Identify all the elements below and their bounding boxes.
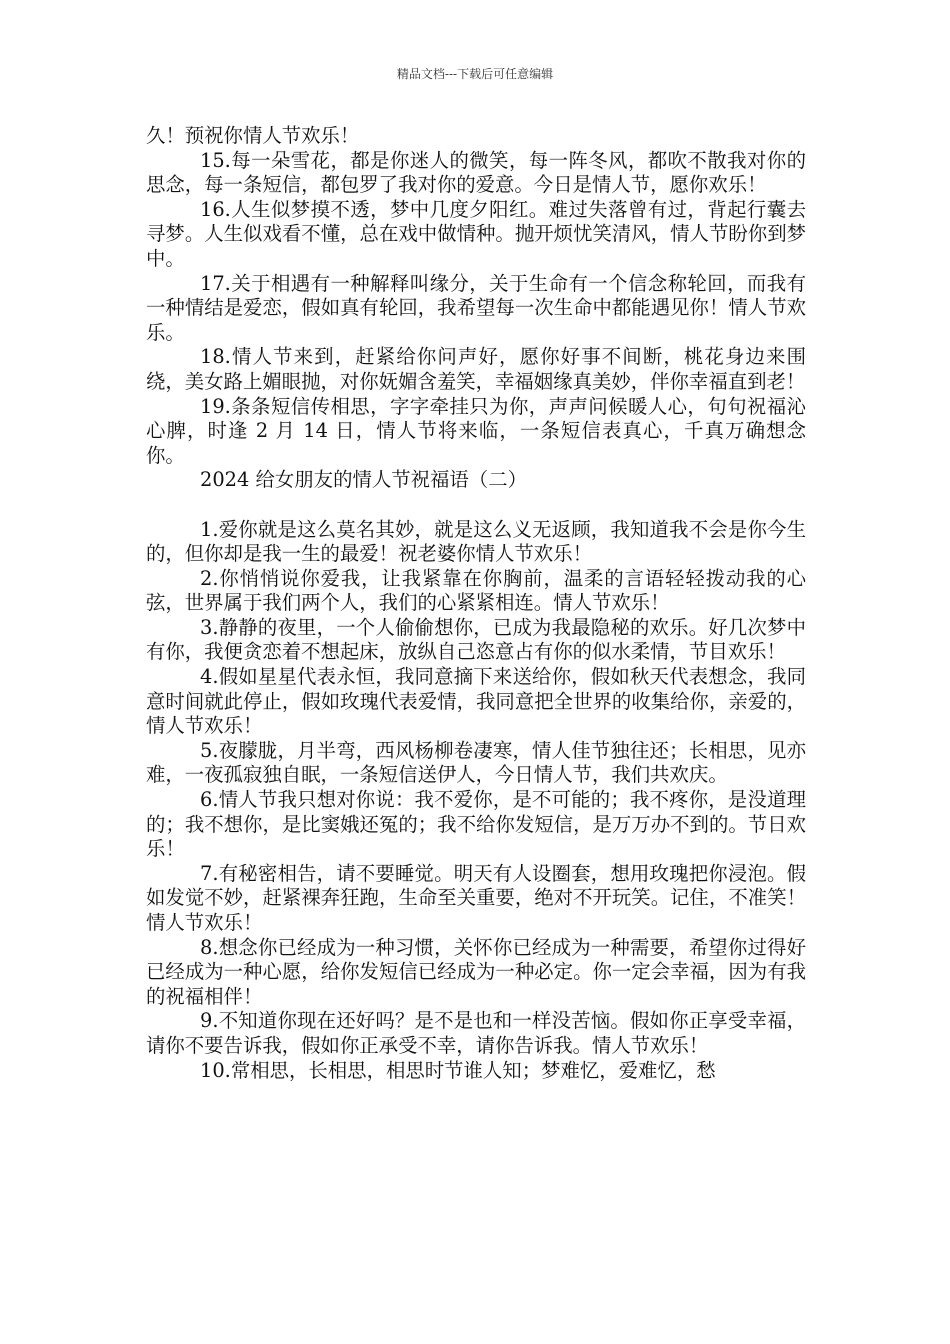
paragraph-item-5: 5.夜朦胧，月半弯，西风杨柳卷凄寒，情人佳节独往还；长相思，见亦难，一夜孤寂独自眠，一条短信送伊人，今日情人节，我们共欢庆。 (146, 738, 806, 787)
paragraph-item-15: 15.每一朵雪花，都是你迷人的微笑，每一阵冬风，都吹不散我对你的思念，每一条短信，都包罗了我对你的爱意。今日是情人节，愿你欢乐！ (146, 148, 806, 197)
paragraph-item-8: 8.想念你已经成为一种习惯，关怀你已经成为一种需要，希望你过得好已经成为一种心愿，给你发短信已经成为一种必定。你一定会幸福，因为有我的祝福相伴！ (146, 935, 806, 1008)
paragraph-item-2: 2.你悄悄说你爱我，让我紧靠在你胸前，温柔的言语轻轻拨动我的心弦，世界属于我们两个人，我们的心紧紧相连。情人节欢乐！ (146, 566, 806, 615)
paragraph-item-10: 10.常相思，长相思，相思时节谁人知；梦难忆，爱难忆，愁 (200, 1058, 716, 1082)
document-body (146, 124, 806, 1083)
paragraph-item-1: 1.爱你就是这么莫名其妙，就是这么义无返顾，我知道我不会是你今生的，但你却是我一生的最爱！祝老婆你情人节欢乐！ (146, 517, 806, 566)
paragraph-item-6: 6.情人节我只想对你说：我不爱你，是不可能的；我不疼你，是没道理的；我不想你，是比窦娥还冤的；我不给你发短信，是万万办不到的。节日欢乐！ (146, 788, 806, 861)
paragraph-item-9: 9.不知道你现在还好吗？是不是也和一样没苦恼。假如你正享受幸福，请你不要告诉我，假如你正承受不幸，请你告诉我。情人节欢乐！ (146, 1009, 806, 1057)
section-heading: 2024 给女朋友的情人节祝福语（二） (200, 468, 527, 492)
paragraph-item-3: 3.静静的夜里，一个人偷偷想你，已成为我最隐秘的欢乐。好几次梦中有你，我便贪恋着不想起床，放纵自己恣意占有你的似水柔情，节目欢乐！ (146, 615, 806, 664)
paragraph-item-18: 18.情人节来到，赶紧给你问声好，愿你好事不间断，桃花身边来围绕，美女路上媚眼抛，对你妩媚含羞笑，幸福姻缘真美妙，伴你幸福直到老！ (146, 345, 806, 393)
page-header: 精品文档---下载后可任意编辑 (396, 67, 554, 81)
paragraph-item-4: 4.假如星星代表永恒，我同意摘下来送给你，假如秋天代表想念，我同意时间就此停止，假如玫瑰代表爱情，我同意把全世界的收集给你，亲爱的，情人节欢乐！ (146, 665, 806, 738)
paragraph-item-17: 17.关于相遇有一种解释叫缘分，关于生命有一个信念称轮回，而我有一种情结是爱恋，假如真有轮回，我希望每一次生命中都能遇见你！情人节欢乐。 (146, 271, 806, 344)
blank-line (146, 493, 806, 518)
paragraph-item-7: 7.有秘密相告，请不要睡觉。明天有人设圈套，想用玫瑰把你浸泡。假如发觉不妙，赶紧裸奔狂跑，生命至关重要，绝对不开玩笑。记住，不准笑！情人节欢乐！ (146, 861, 806, 934)
paragraph-item-16: 16.人生似梦摸不透，梦中几度夕阳红。难过失落曾有过，背起行囊去寻梦。人生似戏看不懂，总在戏中做情种。抛开烦忧笑清风，情人节盼你到梦中。 (146, 197, 806, 270)
paragraph-item-19: 19.条条短信传相思，字字牵挂只为你，声声问候暖人心，句句祝福沁心脾，时逢 2 月 14 日，情人节将来临，一条短信表真心，千真万确想念你。 (146, 394, 806, 467)
paragraph-continuation: 久！预祝你情人节欢乐！ (146, 124, 360, 147)
